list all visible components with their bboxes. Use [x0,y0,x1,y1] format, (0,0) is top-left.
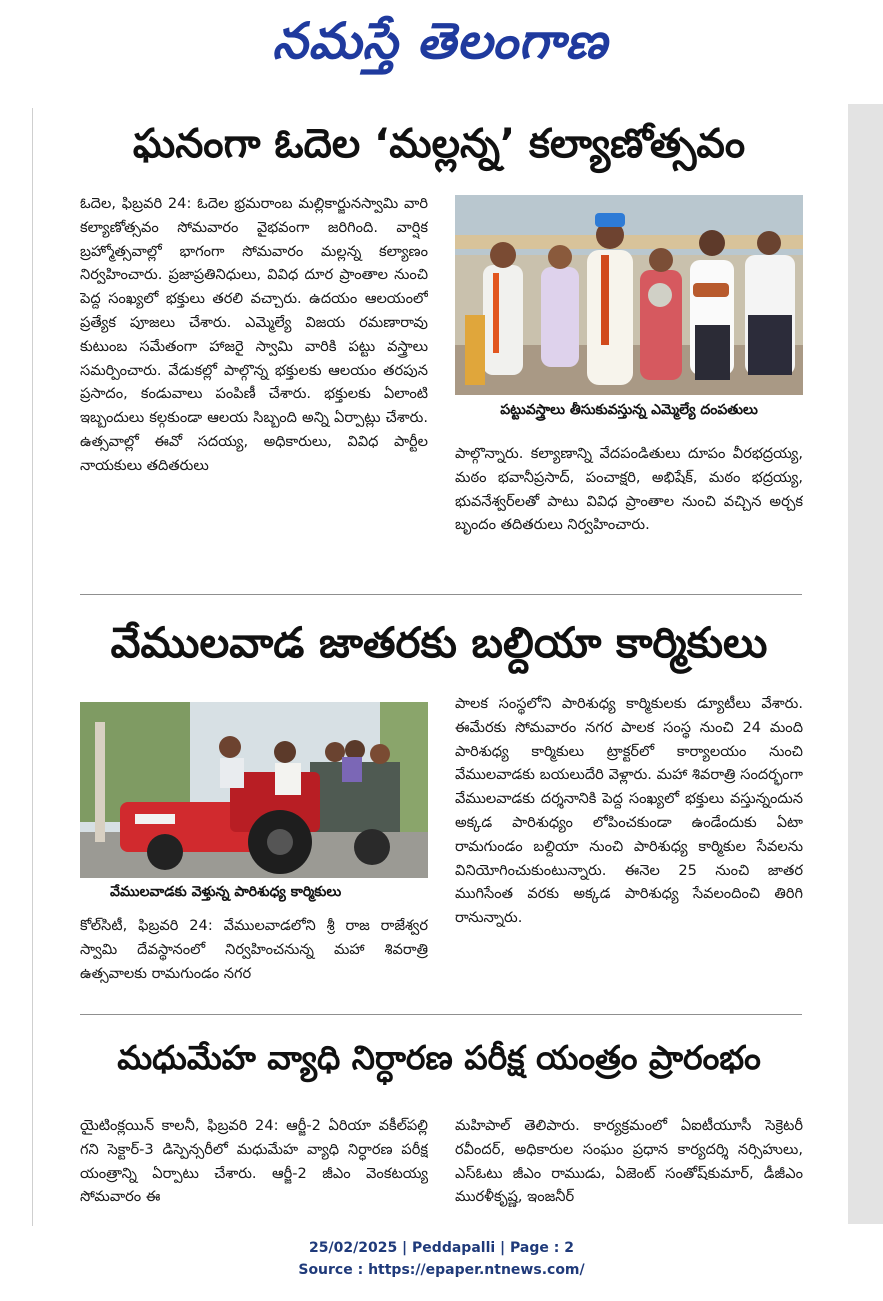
article-divider [80,1014,802,1015]
article3-headline: మధుమేహ వ్యాధి నిర్ధారణ పరీక్ష యంత్రం ప్రారంభం [117,1038,761,1077]
article3-body-right: మహిపాల్ తెలిపారు. కార్యక్రమంలో ఏఐటీయూసీ సెక్రెటరీ రవీందర్, అధికారుల సంఘం ప్రధాన కార్యదర్శి నర్సిహులు, ఎస్ఓటు జీఎం రాముడు, ఏజెంట్ సంతోష్‌కుమార్, డీజీఎం మురళీకృష్ణ, ఇంజనీర్ [455,1117,803,1206]
article2-photo [80,702,428,878]
article2-headline: వేములవాడ జాతరకు బల్దియా కార్మికులు [110,618,768,667]
article3-body-left: యైటింక్లయిన్ కాలనీ, ఫిబ్రవరి 24: ఆర్జీ-2 ఏరియా వకీల్‌పల్లి గని సెక్టార్-3 డిస్పెన్సరీలో మధుమేహ వ్యాధి నిర్ధారణ పరీక్ష యంత్రాన్ని ఏర్పాటు చేశారు. ఆర్జీ-2 జీఎం వెంకటయ్య సోమవారం ఈ [80,1117,428,1206]
article1-photo [455,195,803,395]
article1-body-right: పాల్గొన్నారు. కల్యాణాన్ని వేదపండితులు దూపం వీరభద్రయ్య, మఠం భవానీప్రసాద్, పంచాక్షరి, అభిషేక్, మఠం భద్రయ్య, భువనేశ్వర్‌లతో పాటు వివిధ ప్రాంతాల నుంచి వచ్చిన అర్చక బృందం తదితరులు నిర్వహించారు. [455,445,803,534]
article-divider [80,594,802,595]
article2-body-right: పాలక సంస్థలోని పారిశుధ్య కార్మికులకు డ్యూటీలు వేశారు. ఈమేరకు సోమవారం నగర పాలక సంస్థ నుంచి 24 మంది పారిశుధ్య కార్మికులు ట్రాక్టర్‌లో కార్యాలయం నుంచి వేములవాడకు బయలుదేరి వెళ్లారు. మహా శివరాత్రి సందర్భంగా వేములవాడకు దర్శనానికి పెద్ద సంఖ్యలో భక్తులు వస్తున్నందున అక్కడ పారిశుధ్యం లోపించకుండా ఉండేందుకు ఏటా రామగుండం బల్దియా నుంచి పారిశుధ్య కార్మికుల సేవలను వినియోగించుకుంటున్నారు. ఈనెల 25 నుంచి జాతర ముగిసేంత వరకు అక్కడ పారిశుధ్య సేవలందించి తిరిగి రానున్నారు. [455,695,803,927]
page-side-margin [848,104,883,1224]
footer-date-edition: 25/02/2025 | Peddapalli | Page : 2 [309,1240,574,1256]
article2-body-left: కోల్‌సిటీ, ఫిబ్రవరి 24: వేములవాడలోని శ్రీ రాజ రాజేశ్వర స్వామి దేవస్థానంలో నిర్వహించనున్న మహా శివరాత్రి ఉత్సవాలకు రామగుండం నగర [80,917,428,982]
footer-source-link[interactable]: Source : https://epaper.ntnews.com/ [298,1262,585,1278]
article1-body-left: ఓదెల, ఫిబ్రవరి 24: ఓదెల భ్రమరాంబ మల్లికార్జునస్వామి వారి కల్యాణోత్సవం సోమవారం వైభవంగా జరిగింది. వార్షిక బ్రహ్మోత్సవాల్లో భాగంగా సోమవారం మల్లన్న కల్యాణం నిర్వహించారు. ప్రజాప్రతినిధులు, వివిధ దూర ప్రాంతాల నుంచి పెద్ద సంఖ్యలో భక్తులు తరలి వచ్చారు. ఉదయం ఆలయంలో ప్రత్యేక పూజలు చేశారు. ఎమ్మెల్యే విజయ రమణారావు కుటుంబ సమేతంగా హాజరై స్వామి వారికి పట్టు వస్త్రాలు సమర్పించారు. వేడుకల్లో పాల్గొన్న భక్తులకు ఆలయం తరపున ప్రసాదం, కండువాలు పంపిణీ చేశారు. భక్తులకు ఏలాంటి ఇబ్బందులు కల్గకుండా ఆలయ సిబ్బంది అన్ని ఏర్పాట్లు చేశారు. ఉత్సవాల్లో ఈవో సదయ్య, అధికారులు, వివిధ పార్టీల నాయకులు తదితరులు [80,195,428,474]
masthead-logo: నమస్తే తెలంగాణ [272,12,608,70]
article2-photo-caption: వేములవాడకు వెళ్తున్న పారిశుధ్య కార్మికులు [110,884,342,900]
left-column-rule [32,108,33,1226]
article1-headline: ఘనంగా ఓదెల ‘మల్లన్న’ కల్యాణోత్సవం [132,121,746,167]
article1-photo-caption: పట్టువస్త్రాలు తీసుకువస్తున్న ఎమ్మెల్యే దంపతులు [500,402,758,418]
